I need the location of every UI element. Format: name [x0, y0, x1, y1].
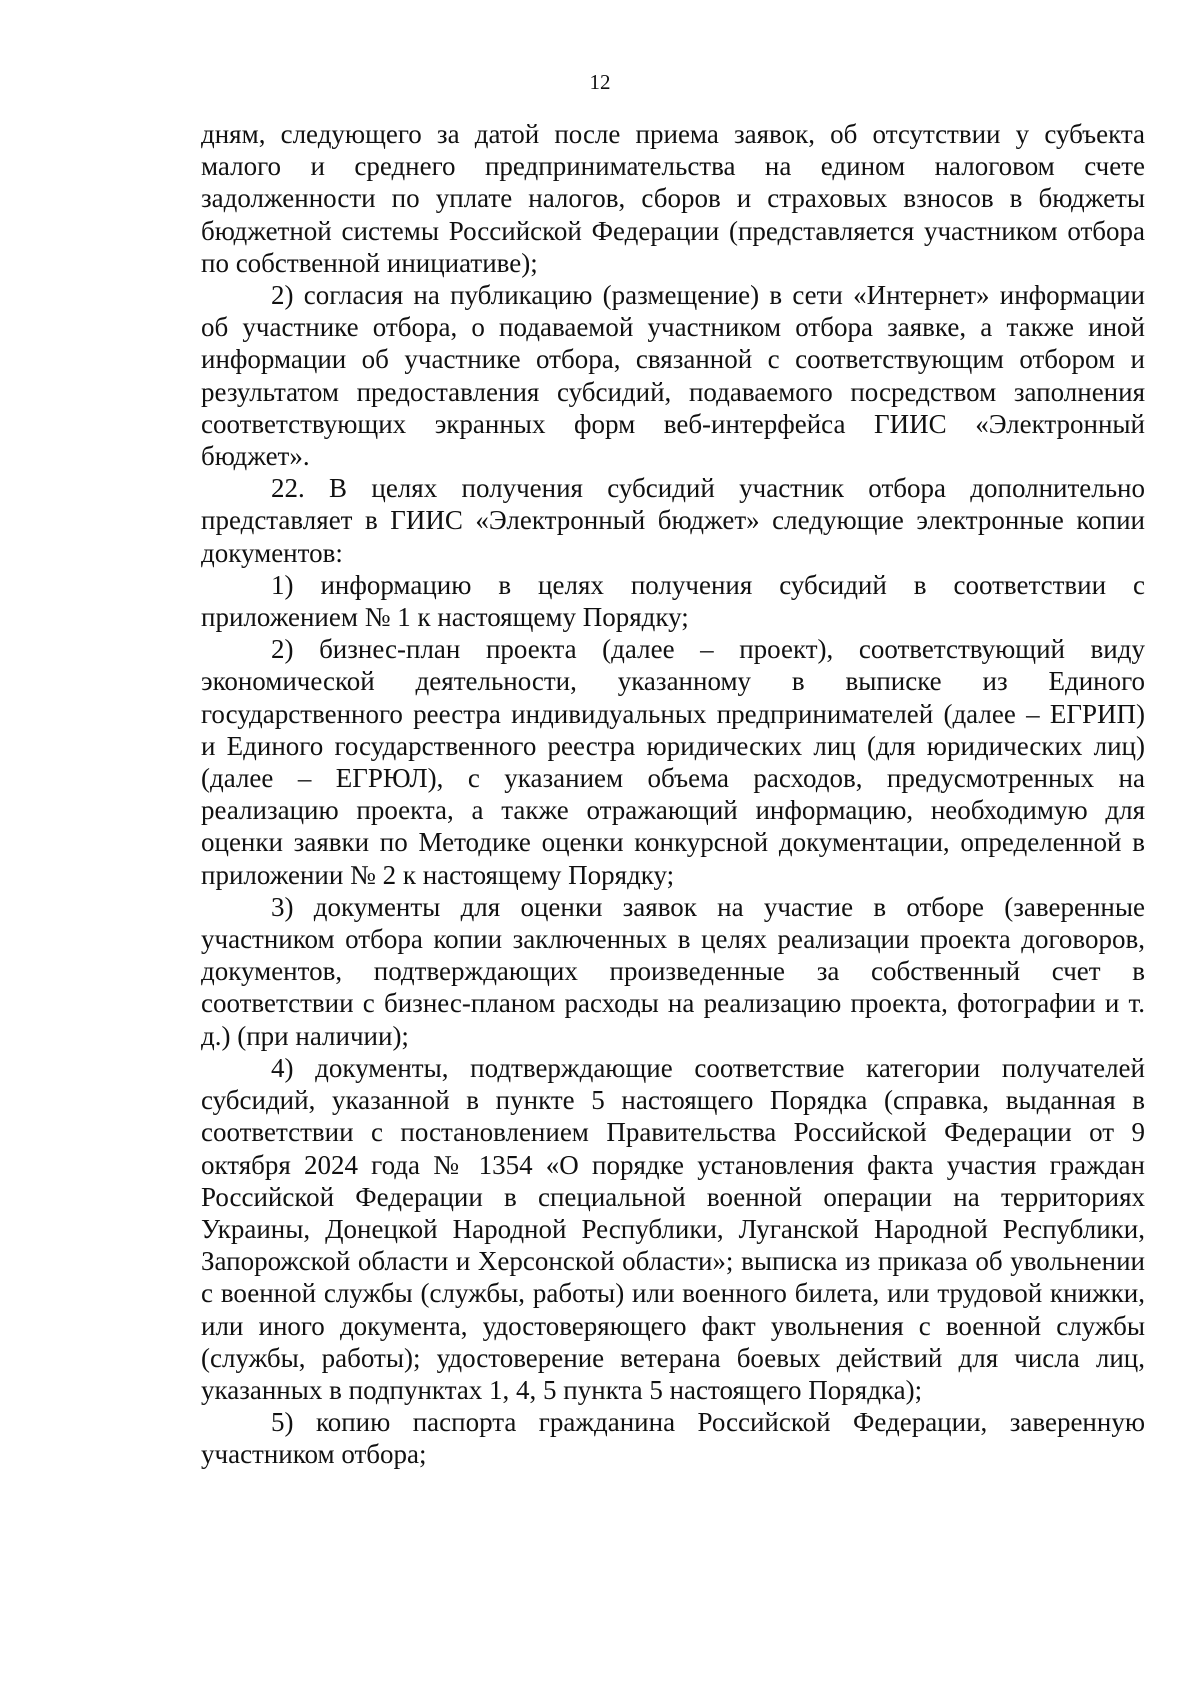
paragraph-clause-22: 22. В целях получения субсидий участник отбора дополнительно представляет в ГИИС «Электронный бюджет» следующие электронные копии документов: [201, 473, 1145, 568]
paragraph-item-4-category-documents: 4) документы, подтверждающие соответствие категории получателей субсидий, указанной в пункте 5 настоящего Порядка (справка, выданная в соответствии с постановлением Правительства Российской Федерации от 9 октября 2024 года № 1354 «О порядке установления факта участия граждан Российской Федерации в специальной военной операции на территориях Украины, Донецкой Народной Республики, Луганской Народной Республики, Запорожской области и Херсонской области»; выписка из приказа об увольнении с военной службы (службы, работы) или военного билета, или трудовой книжки, или иного документа, удостоверяющего факт увольнения с военной службы (службы, работы); удостоверение ветерана боевых действий для числа лиц, указанных в подпунктах 1, 4, 5 пункта 5 настоящего Порядка); [201, 1052, 1145, 1405]
paragraph-continuation: дням, следующего за датой после приема заявок, об отсутствии у субъекта малого и среднего предпринимательства на едином налоговом счете задолженности по уплате налогов, сборов и страховых взносов в бюджеты бюджетной системы Российской Федерации (представляется участником отбора по собственной инициативе); [201, 119, 1145, 278]
page-number: 12 [589, 70, 611, 94]
paragraph-item-3-documents: 3) документы для оценки заявок на участие в отборе (заверенные участником отбора копии заключенных в целях реализации проекта договоров, документов, подтверждающих произведенные за собственный счет в соответствии с бизнес-планом расходы на реализацию проекта, фотографии и т. д.) (при наличии); [201, 891, 1145, 1051]
paragraph-item-2-consent: 2) согласия на публикацию (размещение) в сети «Интернет» информации об участнике отбора, о подаваемой участником отбора заявке, а также иной информации об участнике отбора, связанной с соответствующим отбором и результатом предоставления субсидий, подаваемого посредством заполнения соответствующих экранных форм веб-интерфейса ГИИС «Электронный бюджет». [201, 280, 1145, 472]
paragraph-item-1-information: 1) информацию в целях получения субсидий в соответствии с приложением № 1 к настоящему Порядку; [201, 569, 1145, 633]
paragraph-item-5-passport: 5) копию паспорта гражданина Российской Федерации, заверенную участником отбора; [201, 1407, 1145, 1470]
paragraph-item-2-business-plan: 2) бизнес-план проекта (далее – проект), соответствующий виду экономической деятельности, указанному в выписке из Единого государственного реестра индивидуальных предпринимателей (далее – ЕГРИП) и Единого государственного реестра юридических лиц (для юридических лиц) (далее – ЕГРЮЛ), с указанием объема расходов, предусмотренных на реализацию проекта, а также отражающий информацию, необходимую для оценки заявки по Методике оценки конкурсной документации, определенной в приложении № 2 к настоящему Порядку; [201, 634, 1145, 890]
document-body [201, 118, 1145, 1471]
